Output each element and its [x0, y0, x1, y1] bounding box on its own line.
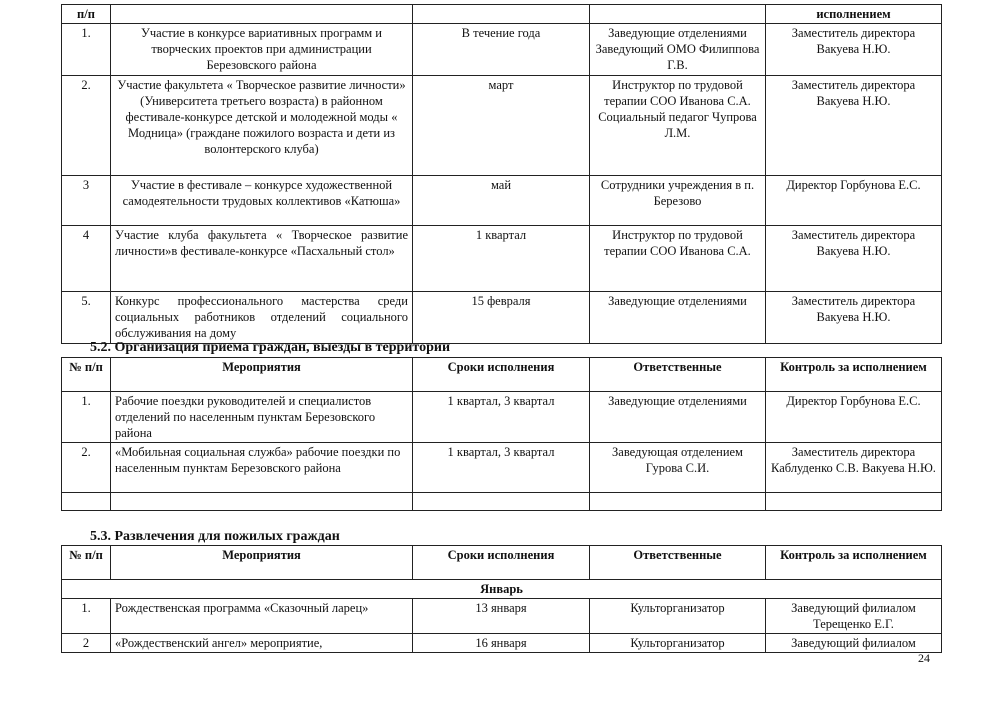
section-title-5-2: 5.2. Организация приема граждан, выезды в территории [90, 340, 451, 355]
table-row: 5. Конкурс профессионального мастерства среди социальных работников отделений социального обслуживания на дому 15 февраля Заведующие отделениями Заместитель директора Вакуева Н.Ю. [62, 292, 942, 344]
header-control: Контроль за исполнением [766, 358, 942, 392]
table-row: 1. Рабочие поездки руководителей и специалистов отделений по населенным пунктам Березовского района 1 квартал, 3 квартал Заведующие отделениями Директор Горбунова Е.С. [62, 392, 942, 443]
header-num: № п/п [62, 546, 111, 580]
table-row: 4 Участие клуба факультета « Творческое развитие личности»в фестивале-конкурсе «Пасхальный стол» 1 квартал Инструктор по трудовой терапии СОО Иванова С.А. Заместитель директора Вакуева Н.Ю. [62, 226, 942, 292]
table-row: 2. Участие факультета « Творческое развитие личности» (Университета третьего возраста) в районном фестивале-конкурсе детской и молодежной моды « Модница» (граждане пожилого возраста и дети из волонтерского клуба) март Инструктор по трудовой терапии СОО Иванова С.А. Социальный педагог Чупрова Л.М. Заместитель директора Вакуева Н.Ю. [62, 76, 942, 176]
month-label: Январь [62, 580, 942, 599]
header-responsible: Ответственные [590, 358, 766, 392]
table-header-row [62, 358, 942, 392]
header-num: № п/п [62, 358, 111, 392]
page-number: 24 [918, 651, 930, 665]
header-event: Мероприятия [111, 546, 413, 580]
header-num: п/п [62, 5, 111, 24]
table-row: 2 «Рождественский ангел» мероприятие, 16 января Культорганизатор Заведующий филиалом [62, 634, 942, 653]
section-title-5-3: 5.3. Развлечения для пожилых граждан [90, 529, 340, 544]
table-row-empty [62, 493, 942, 511]
header-terms: Сроки исполнения [413, 358, 590, 392]
entertainment-table [61, 545, 942, 653]
header-control: Контроль за исполнением [766, 546, 942, 580]
table-header-row [62, 546, 942, 580]
header-terms: Сроки исполнения [413, 546, 590, 580]
table-row: 1. Участие в конкурсе вариативных программ и творческих проектов при администрации Березовского района В течение года Заведующие отделениями Заведующий ОМО Филиппова Г.В. Заместитель директора Вакуева Н.Ю. [62, 24, 942, 76]
header-control: исполнением [766, 5, 942, 24]
table-header-row [62, 5, 942, 24]
reception-table [61, 357, 942, 511]
month-row [62, 580, 942, 599]
events-table-continued [61, 4, 942, 344]
table-row: 2. «Мобильная социальная служба» рабочие поездки по населенным пунктам Березовского района 1 квартал, 3 квартал Заведующая отделением Гурова С.И. Заместитель директора Каблуденко С.В. Вакуева Н.Ю. [62, 443, 942, 493]
header-event: Мероприятия [111, 358, 413, 392]
header-responsible: Ответственные [590, 546, 766, 580]
table-row: 1. Рождественская программа «Сказочный ларец» 13 января Культорганизатор Заведующий филиалом Терещенко Е.Г. [62, 599, 942, 634]
table-row: 3 Участие в фестивале – конкурсе художественной самодеятельности трудовых коллективов «Катюша» май Сотрудники учреждения в п. Березово Директор Горбунова Е.С. [62, 176, 942, 226]
